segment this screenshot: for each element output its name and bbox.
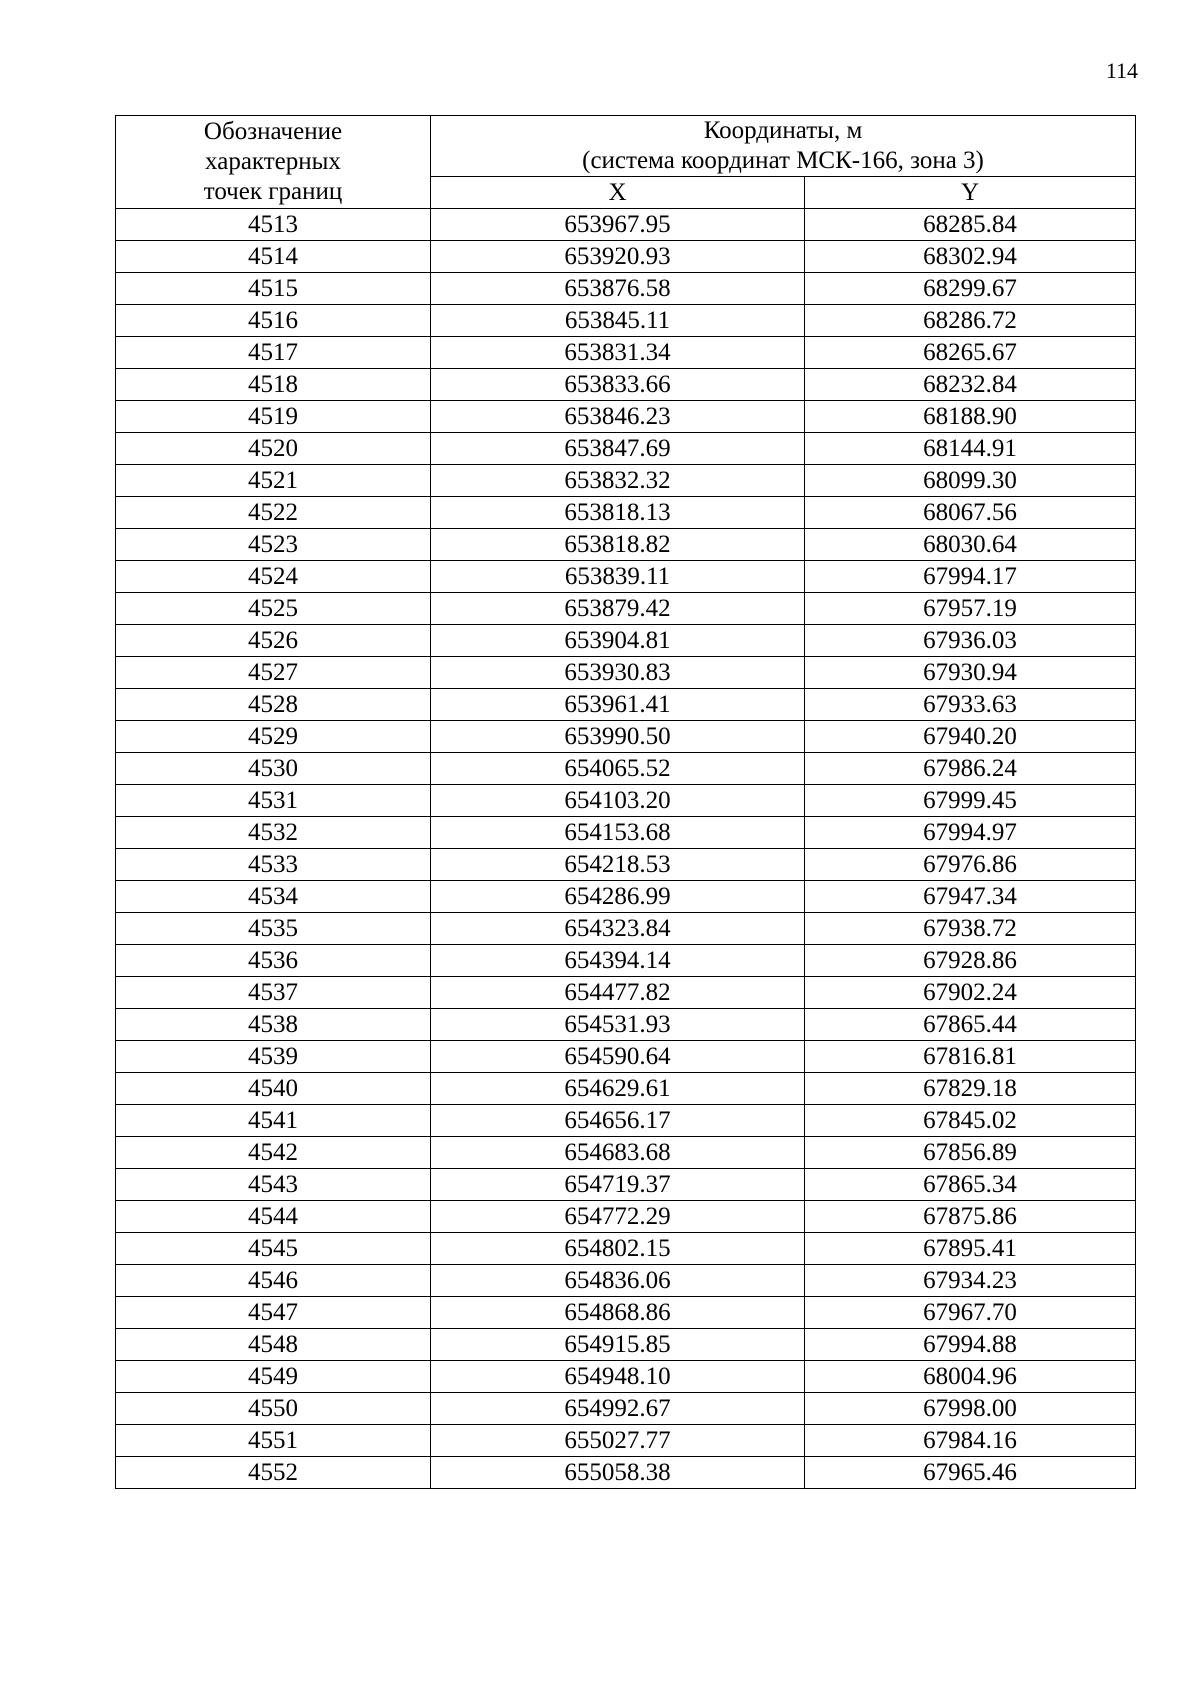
x-coordinate-cell: 654836.06 xyxy=(431,1265,805,1297)
y-coordinate-cell: 67976.86 xyxy=(805,849,1136,881)
y-coordinate-cell: 67875.86 xyxy=(805,1201,1136,1233)
table-row xyxy=(116,1265,1136,1297)
table-row xyxy=(116,1169,1136,1201)
y-coordinate-cell: 68144.91 xyxy=(805,433,1136,465)
x-coordinate-cell: 654590.64 xyxy=(431,1041,805,1073)
point-id-cell: 4519 xyxy=(116,401,431,433)
table-row xyxy=(116,593,1136,625)
x-coordinate-cell: 654103.20 xyxy=(431,785,805,817)
y-coordinate-cell: 67936.03 xyxy=(805,625,1136,657)
point-id-cell: 4542 xyxy=(116,1137,431,1169)
y-coordinate-cell: 67928.86 xyxy=(805,945,1136,977)
x-coordinate-cell: 653961.41 xyxy=(431,689,805,721)
x-coordinate-cell: 654719.37 xyxy=(431,1169,805,1201)
point-id-cell: 4528 xyxy=(116,689,431,721)
table-row xyxy=(116,881,1136,913)
point-id-cell: 4541 xyxy=(116,1105,431,1137)
point-designation-header xyxy=(116,116,431,209)
y-coordinate-cell: 67856.89 xyxy=(805,1137,1136,1169)
point-id-cell: 4525 xyxy=(116,593,431,625)
table-row xyxy=(116,945,1136,977)
y-coordinate-cell: 67865.44 xyxy=(805,1009,1136,1041)
point-id-cell: 4547 xyxy=(116,1297,431,1329)
point-id-cell: 4536 xyxy=(116,945,431,977)
x-column-header: X xyxy=(431,177,805,209)
x-coordinate-cell: 654683.68 xyxy=(431,1137,805,1169)
y-column-header: Y xyxy=(805,177,1136,209)
x-coordinate-cell: 655058.38 xyxy=(431,1457,805,1489)
x-coordinate-cell: 654772.29 xyxy=(431,1201,805,1233)
x-coordinate-cell: 654477.82 xyxy=(431,977,805,1009)
x-coordinate-cell: 653930.83 xyxy=(431,657,805,689)
table-row xyxy=(116,241,1136,273)
x-coordinate-cell: 654531.93 xyxy=(431,1009,805,1041)
x-coordinate-cell: 653846.23 xyxy=(431,401,805,433)
table-row xyxy=(116,273,1136,305)
table-row xyxy=(116,1233,1136,1265)
coordinates-table xyxy=(115,115,1136,1489)
table-row xyxy=(116,753,1136,785)
point-header-line-2: характерных xyxy=(205,148,341,175)
point-id-cell: 4545 xyxy=(116,1233,431,1265)
y-coordinate-cell: 67930.94 xyxy=(805,657,1136,689)
table-row xyxy=(116,529,1136,561)
x-coordinate-cell: 654868.86 xyxy=(431,1297,805,1329)
point-id-cell: 4535 xyxy=(116,913,431,945)
point-id-cell: 4516 xyxy=(116,305,431,337)
table-row xyxy=(116,1137,1136,1169)
x-coordinate-cell: 653876.58 xyxy=(431,273,805,305)
y-coordinate-cell: 67965.46 xyxy=(805,1457,1136,1489)
x-coordinate-cell: 653904.81 xyxy=(431,625,805,657)
point-id-cell: 4534 xyxy=(116,881,431,913)
coords-header-line-1: Координаты, м xyxy=(703,117,863,144)
table-row xyxy=(116,913,1136,945)
y-coordinate-cell: 68004.96 xyxy=(805,1361,1136,1393)
table-row xyxy=(116,1329,1136,1361)
table-row xyxy=(116,401,1136,433)
x-coordinate-cell: 654394.14 xyxy=(431,945,805,977)
table-row xyxy=(116,849,1136,881)
y-coordinate-cell: 67984.16 xyxy=(805,1425,1136,1457)
y-coordinate-cell: 67902.24 xyxy=(805,977,1136,1009)
y-coordinate-cell: 68030.64 xyxy=(805,529,1136,561)
table-row xyxy=(116,1457,1136,1489)
y-coordinate-cell: 68067.56 xyxy=(805,497,1136,529)
point-id-cell: 4540 xyxy=(116,1073,431,1105)
y-coordinate-cell: 68286.72 xyxy=(805,305,1136,337)
y-coordinate-cell: 67938.72 xyxy=(805,913,1136,945)
y-coordinate-cell: 67999.45 xyxy=(805,785,1136,817)
y-coordinate-cell: 68099.30 xyxy=(805,465,1136,497)
table-row xyxy=(116,625,1136,657)
point-id-cell: 4539 xyxy=(116,1041,431,1073)
point-id-cell: 4533 xyxy=(116,849,431,881)
table-row xyxy=(116,305,1136,337)
x-coordinate-cell: 653833.66 xyxy=(431,369,805,401)
y-coordinate-cell: 67845.02 xyxy=(805,1105,1136,1137)
table-row xyxy=(116,1105,1136,1137)
table-row xyxy=(116,369,1136,401)
x-coordinate-cell: 653831.34 xyxy=(431,337,805,369)
y-coordinate-cell: 68265.67 xyxy=(805,337,1136,369)
table-row xyxy=(116,1073,1136,1105)
point-id-cell: 4543 xyxy=(116,1169,431,1201)
point-id-cell: 4522 xyxy=(116,497,431,529)
y-coordinate-cell: 67933.63 xyxy=(805,689,1136,721)
y-coordinate-cell: 67994.97 xyxy=(805,817,1136,849)
table-row xyxy=(116,977,1136,1009)
point-header-line-3: точек границ xyxy=(203,178,343,205)
x-coordinate-cell: 654802.15 xyxy=(431,1233,805,1265)
point-id-cell: 4544 xyxy=(116,1201,431,1233)
x-coordinate-cell: 653879.42 xyxy=(431,593,805,625)
point-id-cell: 4514 xyxy=(116,241,431,273)
point-id-cell: 4530 xyxy=(116,753,431,785)
table-row xyxy=(116,561,1136,593)
table-row xyxy=(116,817,1136,849)
point-id-cell: 4529 xyxy=(116,721,431,753)
point-id-cell: 4518 xyxy=(116,369,431,401)
table-row xyxy=(116,1201,1136,1233)
table-row xyxy=(116,465,1136,497)
point-header-line-1: Обозначение xyxy=(203,118,343,145)
y-coordinate-cell: 67994.88 xyxy=(805,1329,1136,1361)
point-id-cell: 4538 xyxy=(116,1009,431,1041)
point-id-cell: 4549 xyxy=(116,1361,431,1393)
table-row xyxy=(116,1041,1136,1073)
x-coordinate-cell: 653832.32 xyxy=(431,465,805,497)
y-coordinate-cell: 68285.84 xyxy=(805,209,1136,241)
y-coordinate-cell: 68232.84 xyxy=(805,369,1136,401)
x-coordinate-cell: 654286.99 xyxy=(431,881,805,913)
y-coordinate-cell: 67986.24 xyxy=(805,753,1136,785)
point-id-cell: 4532 xyxy=(116,817,431,849)
table-row xyxy=(116,785,1136,817)
point-id-cell: 4552 xyxy=(116,1457,431,1489)
table-row xyxy=(116,1393,1136,1425)
table-row xyxy=(116,1297,1136,1329)
point-id-cell: 4517 xyxy=(116,337,431,369)
x-coordinate-cell: 653839.11 xyxy=(431,561,805,593)
y-coordinate-cell: 68299.67 xyxy=(805,273,1136,305)
x-coordinate-cell: 654992.67 xyxy=(431,1393,805,1425)
table-row xyxy=(116,497,1136,529)
y-coordinate-cell: 67994.17 xyxy=(805,561,1136,593)
point-id-cell: 4550 xyxy=(116,1393,431,1425)
x-coordinate-cell: 654656.17 xyxy=(431,1105,805,1137)
y-coordinate-cell: 67829.18 xyxy=(805,1073,1136,1105)
y-coordinate-cell: 67816.81 xyxy=(805,1041,1136,1073)
point-id-cell: 4546 xyxy=(116,1265,431,1297)
table-row xyxy=(116,689,1136,721)
x-coordinate-cell: 654218.53 xyxy=(431,849,805,881)
table-row xyxy=(116,337,1136,369)
x-coordinate-cell: 654629.61 xyxy=(431,1073,805,1105)
coords-header-line-2: (система координат МСК-166, зона 3) xyxy=(582,147,984,174)
table-body xyxy=(116,209,1136,1489)
point-id-cell: 4515 xyxy=(116,273,431,305)
table-row xyxy=(116,1009,1136,1041)
x-coordinate-cell: 653990.50 xyxy=(431,721,805,753)
table-header xyxy=(116,116,1136,209)
table-row xyxy=(116,1425,1136,1457)
y-coordinate-cell: 67957.19 xyxy=(805,593,1136,625)
point-id-cell: 4537 xyxy=(116,977,431,1009)
table-row xyxy=(116,721,1136,753)
y-coordinate-cell: 67865.34 xyxy=(805,1169,1136,1201)
y-coordinate-cell: 68302.94 xyxy=(805,241,1136,273)
x-coordinate-cell: 653967.95 xyxy=(431,209,805,241)
y-coordinate-cell: 67967.70 xyxy=(805,1297,1136,1329)
x-coordinate-cell: 653845.11 xyxy=(431,305,805,337)
y-coordinate-cell: 68188.90 xyxy=(805,401,1136,433)
point-id-cell: 4523 xyxy=(116,529,431,561)
y-coordinate-cell: 67940.20 xyxy=(805,721,1136,753)
table-row xyxy=(116,657,1136,689)
point-id-cell: 4524 xyxy=(116,561,431,593)
x-coordinate-cell: 654153.68 xyxy=(431,817,805,849)
x-coordinate-cell: 653818.13 xyxy=(431,497,805,529)
point-id-cell: 4521 xyxy=(116,465,431,497)
x-coordinate-cell: 654915.85 xyxy=(431,1329,805,1361)
y-coordinate-cell: 67998.00 xyxy=(805,1393,1136,1425)
point-id-cell: 4513 xyxy=(116,209,431,241)
point-id-cell: 4548 xyxy=(116,1329,431,1361)
point-id-cell: 4551 xyxy=(116,1425,431,1457)
table-row xyxy=(116,433,1136,465)
y-coordinate-cell: 67934.23 xyxy=(805,1265,1136,1297)
page-number: 114 xyxy=(1105,58,1138,83)
x-coordinate-cell: 655027.77 xyxy=(431,1425,805,1457)
table-row xyxy=(116,209,1136,241)
x-coordinate-cell: 654323.84 xyxy=(431,913,805,945)
x-coordinate-cell: 654065.52 xyxy=(431,753,805,785)
y-coordinate-cell: 67895.41 xyxy=(805,1233,1136,1265)
point-id-cell: 4531 xyxy=(116,785,431,817)
point-id-cell: 4527 xyxy=(116,657,431,689)
point-id-cell: 4526 xyxy=(116,625,431,657)
coordinates-header xyxy=(431,116,1136,177)
x-coordinate-cell: 653818.82 xyxy=(431,529,805,561)
y-coordinate-cell: 67947.34 xyxy=(805,881,1136,913)
x-coordinate-cell: 654948.10 xyxy=(431,1361,805,1393)
x-coordinate-cell: 653847.69 xyxy=(431,433,805,465)
table-row xyxy=(116,1361,1136,1393)
x-coordinate-cell: 653920.93 xyxy=(431,241,805,273)
point-id-cell: 4520 xyxy=(116,433,431,465)
